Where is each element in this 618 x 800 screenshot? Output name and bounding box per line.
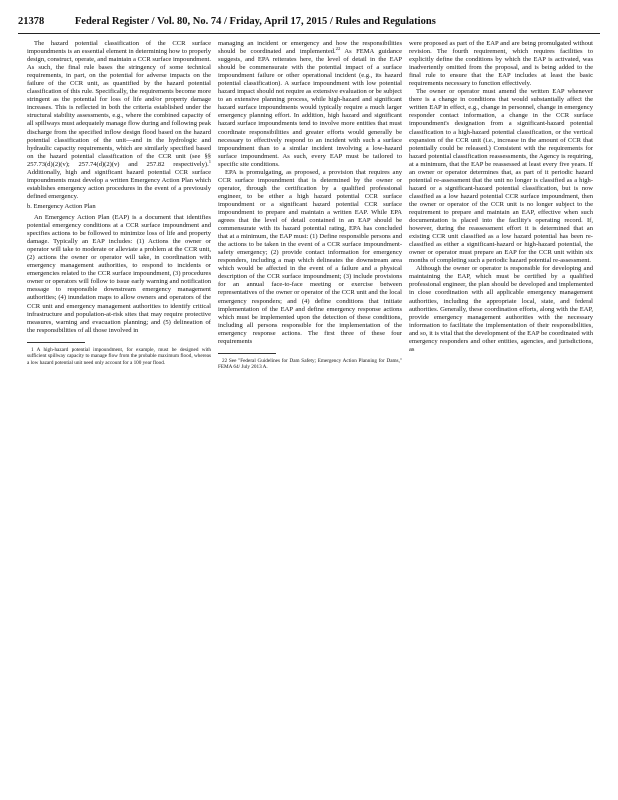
section-heading: b. Emergency Action Plan [27, 202, 96, 210]
column-1 [27, 40, 211, 366]
column-2 [218, 40, 402, 371]
footnote: 22 See "Federal Guidelines for Dam Safety; Emergency Action Planning for Dams," FEMA 64/ July 2013 A. [218, 357, 402, 371]
header-rule [18, 33, 600, 34]
paragraph: EPA is promulgating, as proposed, a provision that requires any CCR surface impoundment that is determined by the owner or operator, through the certification by a qualified professional engineer, to be either a high hazard potential CCR surface impoundment or a significant hazard potential CCR surface impoundment to prepare and maintain a written EAP. While EPA agrees that the level of detail contained in an EAP should be commensurate with its hazard potential rating, EPA has concluded that at a minimum, the EAP must: (1) Define responsible persons and the actions to be taken in the event of a CCR surface impoundment-safety emergency; (2) provide contact information for emergency responders, including a map which delineates the downstream area which would be affected in the event of a failure and a physical description of the CCR surface impoundment; (3) include provisions for an annual face-to-face meeting or exercise between representatives of the owner or operator of the CCR unit and the local emergency responders; and (4) define conditions that initiate implementation of the EAP and define emergency response actions which must be implemented upon the detection of these conditions, including all persons responsible for the implementation of the emergency response actions. The first three of these four requirements [218, 168, 402, 345]
paragraph: The owner or operator must amend the written EAP whenever there is a change in conditions that would substantially affect the written EAP in effect, e.g., change in personnel, change in emergency responder contact information, a change in the CCR surface impoundment's designation from a significant-hazard potential classification to a high-hazard potential classification, or the vertical expansion of the CCR unit (i.e., increase in the amount of CCR that potentially could be released.) Consistent with the requirements for hazard potential classification reassessments, the Agency is requiring, at a minimum, that the EAP be reassessed at least every five years. If an owner or operator determines that, as part of it periodic hazard potential re-assessment that the unit no longer is classified as a high-hazard or a significant-hazard potential classification, but is now classified as a low hazard potential CCR surface impoundment, then the owner or operator of the CCR unit is no longer subject to the requirement to prepare and maintain an EAP, effective when such documentation is placed into the facility's operating record. If, however, during the reassessment effort it is determined that an existing CCR unit classified as a low hazard potential has been re-classified as either a significant-hazard or high-hazard potential, the owner or operator must prepare an EAP for the CCR unit within six months of completing such a periodic hazard potential re-assessment. [409, 88, 593, 265]
page-header [18, 16, 600, 32]
footnote-ref: 1 [208, 158, 211, 164]
paragraph: An Emergency Action Plan (EAP) is a document that identifies potential emergency conditions at a CCR surface impoundment and specifies actions to be followed to minimize loss of life and property damage. Typically an EAP includes: (1) Actions the owner or operator will take to moderate or alleviate a problem at the CCR unit, (2) actions the owner or operator will take, in coordination with emergency management authorities, to respond to incidents or emergencies related to the CCR surface impoundment, (3) procedures owner or operators will follow to issue early warning and notification message to responsible downstream emergency management authorities; (4) inundation maps to allow owners and operators of the CCR unit and emergency management authorities to identify critical infrastructure and population-at-risk sites that may require protective measures, warning and evacuation planning; and (5) delineation of the responsibilities of all those involved in [27, 213, 211, 334]
footnote-rule [218, 353, 276, 354]
page-number: 21378 [18, 16, 45, 27]
footnote-ref: 22 [335, 45, 341, 51]
paragraph: Although the owner or operator is responsible for developing and maintaining the EAP, which must be certified by a qualified professional engineer, the plan should be developed and implemented in close coordination with all applicable emergency management authorities, including the appropriate local, state, and federal authorities. Generally, these coordination efforts, along with the EAP, provide emergency management authorities with the necessary information to facilitate the implementation of their responsibilities, and so, it is vital that the development of the EAP be coordinated with emergency responders and other entities, agencies, and jurisdictions, as [409, 265, 593, 353]
header-title: Federal Register / Vol. 80, No. 74 / Friday, April 17, 2015 / Rules and Regulations [74, 16, 436, 27]
footnote-rule [27, 342, 85, 343]
paragraph: were proposed as part of the EAP and are being promulgated without revision. The fourth requirement, which requires facilities to explicitly define the conditions by which the EAP is activated, was inadvertently omitted from the proposal, and is being added to the final rule to ensure that the EAP includes at least the basic requirements necessary to function effectively. [409, 40, 593, 88]
column-3 [409, 40, 593, 354]
footnote: 1 A high-hazard potential impoundment, for example, must be designed with sufficient spillway capacity to manage flow from the probable maximum flood, whereas a low hazard potential unit need only account for a 100 year flood. [27, 346, 211, 366]
paragraph: managing an incident or emergency and how the responsibilities should be coordinated and implemented.$^{22}$ As FEMA guidance suggests, and EPA reiterates here, the level of detail in the EAP should be commensurate with the potential impact of a surface impoundment failure or other operational incident (e.g., its hazard potential classification). A surface impoundment with low potential hazard impact should not require as extensive evaluation or be subject to an extensive planning process, while high-hazard and significant hazard surface impoundments would typically require a much larger emergency planning effort. In addition, high hazard and significant hazard surface impoundments tend to involve more entities that must coordinate responsibilities and greater efforts would generally be necessary to effectively respond to an incident with such a surface impoundment than to a similar incident involving a low-hazard surface impoundment. As such, every EAP must be tailored to specific site conditions. [218, 40, 402, 168]
paragraph: The hazard potential classification of the CCR surface impoundments is an essential element in determining how to properly design, construct, operate, and maintain a CCR surface impoundment. As such, the final rule bases the stringency of some technical requirements, in part, on the potential for adverse impacts on the failure of the CCR unit, as quantified by the hazard potential classification of this rule. Specifically, the requirements become more stringent as the potential for loss of life and/or property damage increases. This is reflected in both the criteria established under the structural stability assessments, e.g., where the combined capacity of all spillways must adequately manage flow during and following peak discharge from the specified inflow design flood based on the hazard potential classification of the unit—and in the hydrologic and hydraulic capacity requirements, which are similarly specified based on the hazard potential classification of the CCR unit (see §§ 257.73(d)(2)(v); 257.74(d)(2)(v) and 257.82 respectively).$^1$ Additionally, high and significant hazard potential CCR surface impoundments must develop a written Emergency Action Plan which establishes emergency action procedures in the event of a previously defined emergency. [27, 40, 211, 200]
